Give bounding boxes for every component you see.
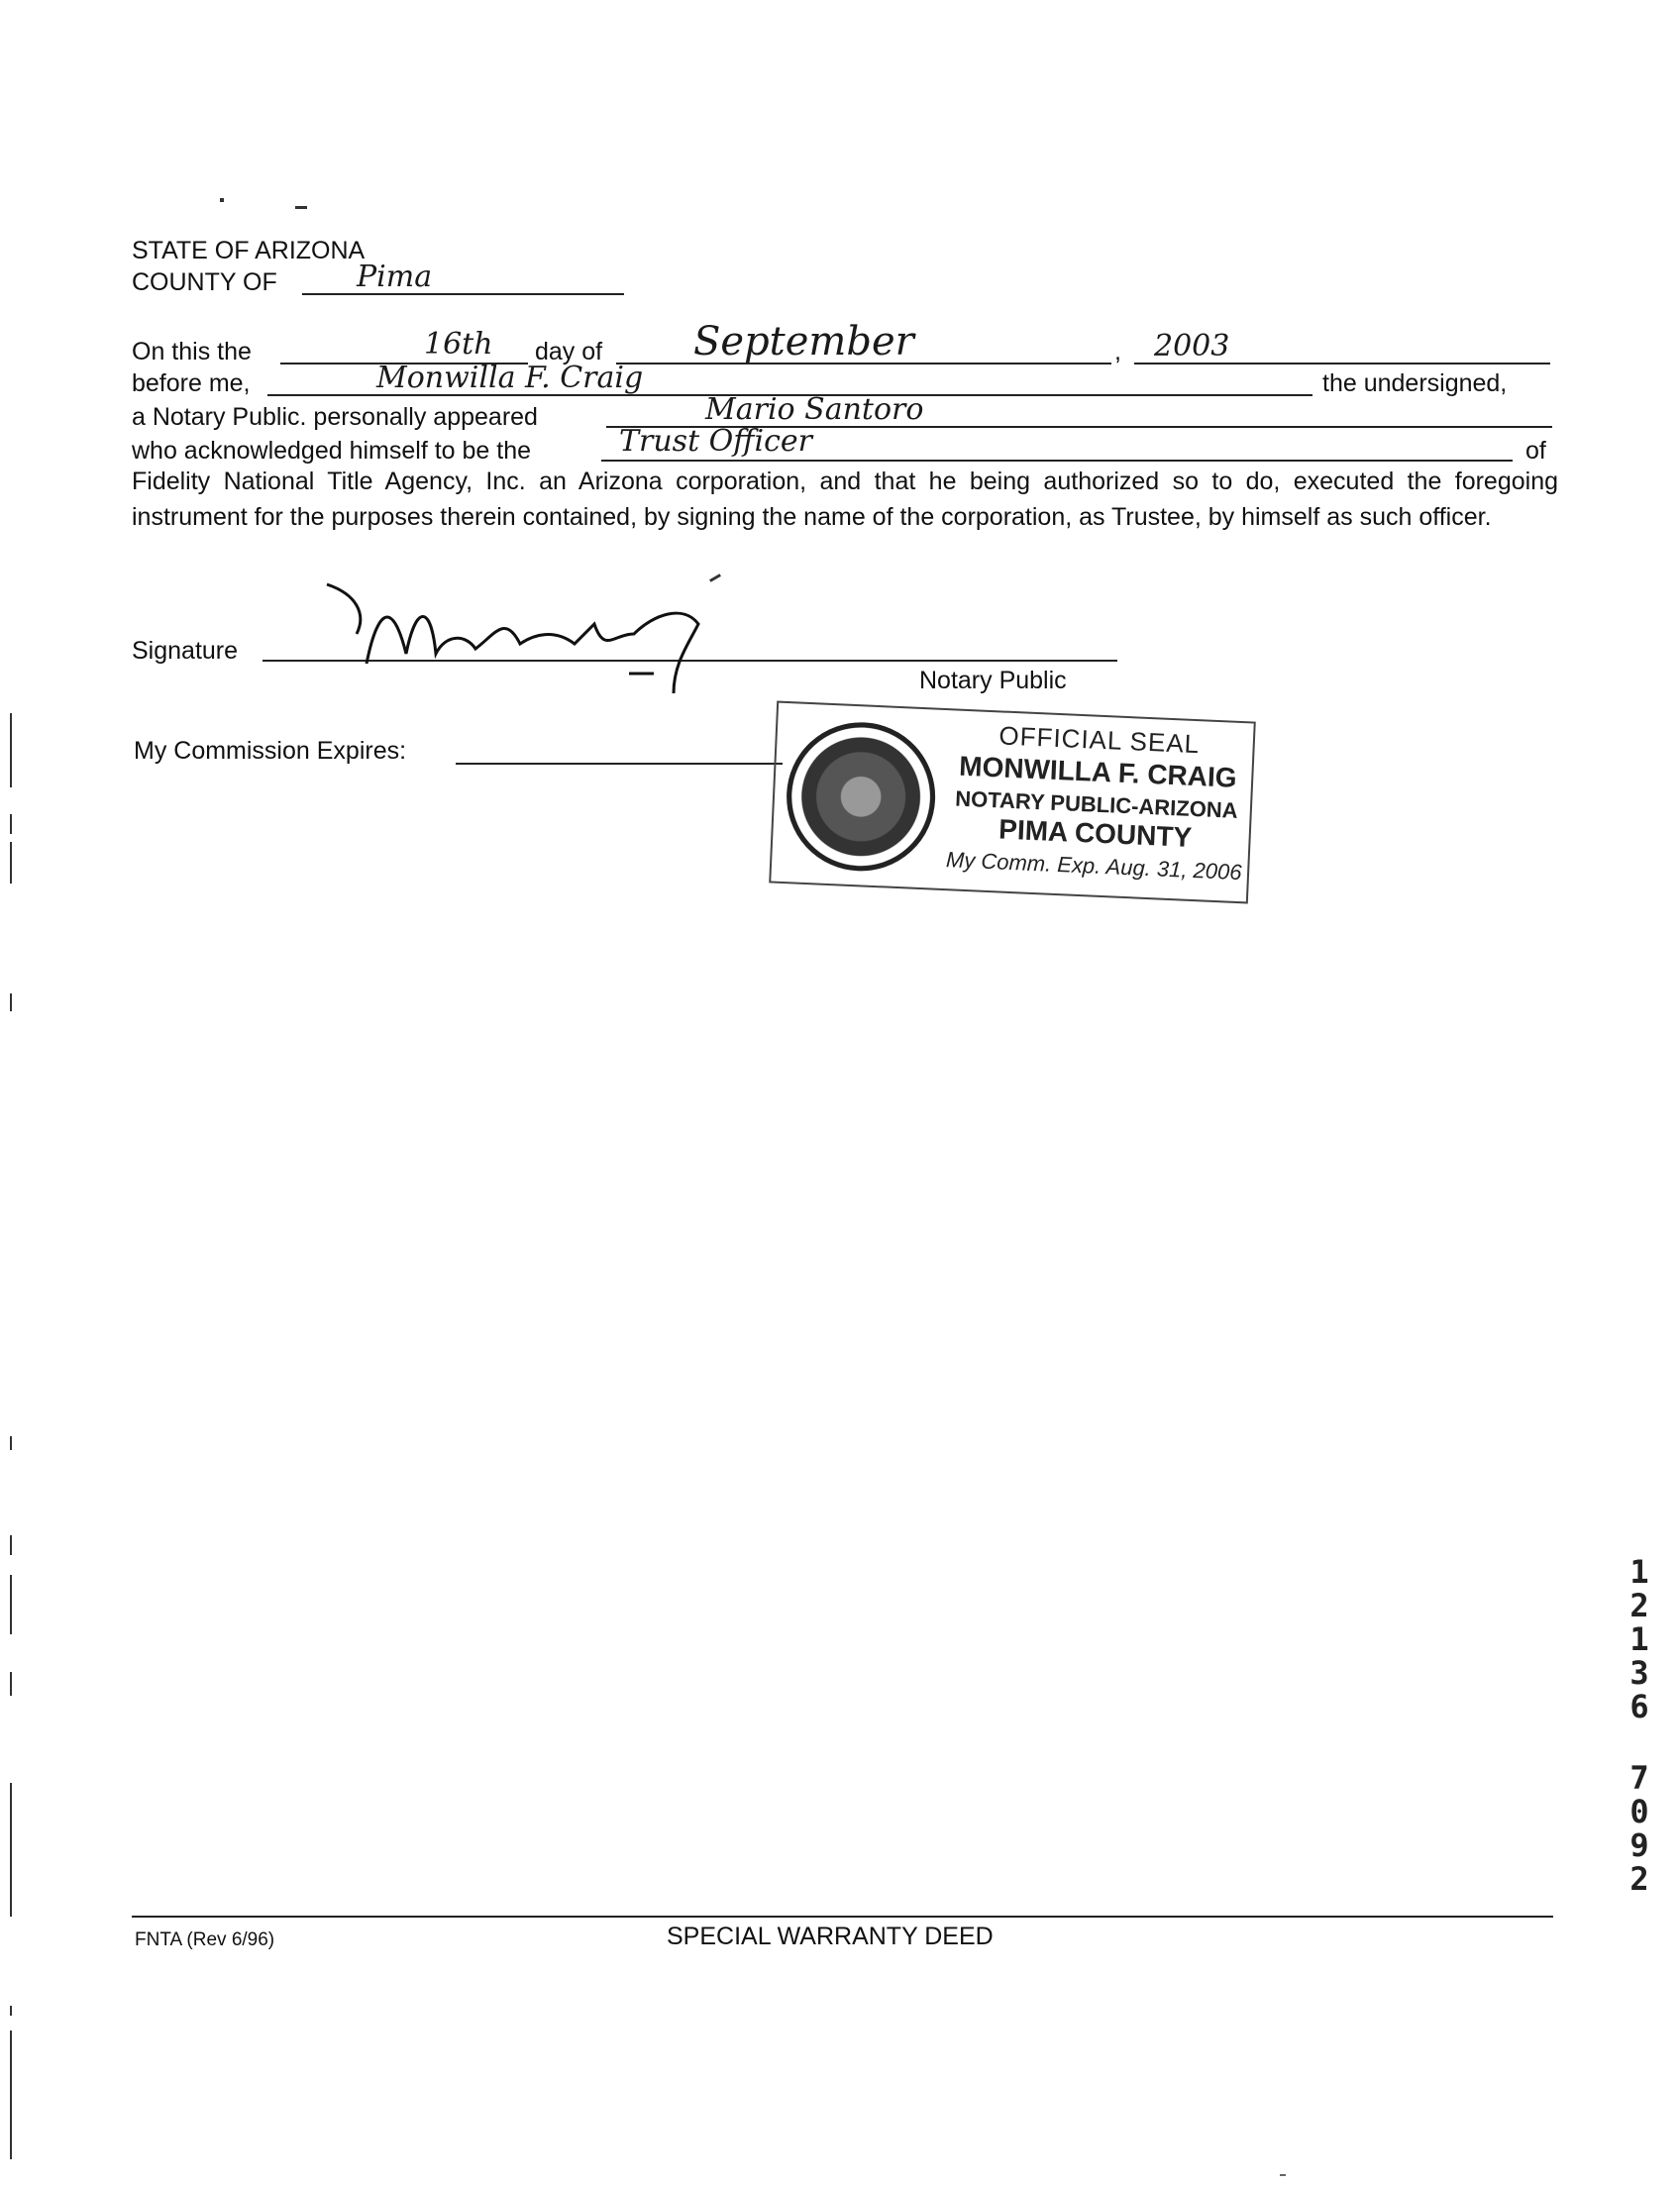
scan-mark: [10, 1783, 12, 1917]
recording-digit: 3: [1629, 1654, 1649, 1692]
day-value: 16th: [424, 327, 493, 362]
day-of-label: day of: [535, 338, 603, 365]
title-line: [601, 460, 1513, 462]
comma: ,: [1114, 338, 1121, 365]
scan-mark: [10, 993, 12, 1011]
recording-digit: 9: [1629, 1826, 1649, 1864]
acknowledgment-body: Fidelity National Title Agency, Inc. an Arizona corporation, and that he being authorized so to do, executed the foregoing instrument for the purposes therein contained, by signing the name of the corporation, as Trustee, by himself as such officer.: [132, 468, 1558, 531]
scan-mark: [10, 814, 12, 834]
who-ack-label: who acknowledged himself to be the: [132, 437, 532, 465]
on-this-the-label: On this the: [132, 338, 252, 365]
year-value: 2003: [1154, 329, 1230, 364]
notary-name-handwritten: Monwilla F. Craig: [376, 361, 644, 395]
signature-label: Signature: [132, 637, 239, 665]
recording-digit: 0: [1629, 1793, 1649, 1830]
seal-line-expiration: My Comm. Exp. Aug. 31, 2006: [945, 847, 1243, 885]
form-id: FNTA (Rev 6/96): [135, 1929, 275, 1950]
scan-mark: [10, 713, 12, 787]
notary-public-label: Notary Public: [919, 667, 1067, 694]
recording-digit: 6: [1629, 1688, 1649, 1725]
state-seal-emblem: [784, 719, 938, 874]
handwritten-signature: [297, 574, 733, 713]
county-value: Pima: [357, 260, 433, 294]
title-value: Trust Officer: [619, 424, 812, 459]
scan-mark: [10, 842, 12, 884]
scan-mark: [10, 2006, 12, 2016]
scan-mark: [10, 1535, 12, 1555]
footer-rule: [132, 1916, 1553, 1918]
month-value: September: [693, 319, 914, 364]
seal-line-official: OFFICIAL SEAL: [998, 720, 1201, 760]
scan-mark: [10, 2031, 12, 2159]
county-line: [302, 293, 624, 295]
commission-line: [456, 763, 783, 765]
state-heading: STATE OF ARIZONA: [132, 237, 366, 264]
document-title: SPECIAL WARRANTY DEED: [667, 1923, 994, 1950]
recording-digit: 1: [1629, 1553, 1649, 1591]
recording-digit: 2: [1629, 1860, 1649, 1898]
county-label: COUNTY OF: [132, 268, 277, 296]
stray-mark: [1280, 2174, 1286, 2176]
recording-digit: 1: [1629, 1620, 1649, 1658]
official-seal-stamp: [769, 701, 1256, 904]
commission-expires-label: My Commission Expires:: [134, 737, 407, 765]
scan-mark: [10, 1436, 12, 1450]
recording-digit: 2: [1629, 1587, 1649, 1624]
stray-mark: [295, 206, 307, 209]
scan-mark: [10, 1575, 12, 1634]
seal-line-notary: NOTARY PUBLIC-ARIZONA: [954, 785, 1239, 823]
stray-mark: [220, 198, 224, 202]
scan-mark: [10, 1672, 12, 1696]
notary-appeared-label: a Notary Public. personally appeared: [132, 403, 538, 431]
seal-line-county: PIMA COUNTY: [998, 813, 1193, 853]
appeared-name: Mario Santoro: [705, 392, 924, 427]
before-me-label: before me,: [132, 369, 251, 397]
the-undersigned-label: the undersigned,: [1322, 369, 1508, 397]
of-label: of: [1525, 437, 1546, 465]
recording-digit: 7: [1629, 1759, 1649, 1797]
seal-line-name: MONWILLA F. CRAIG: [958, 750, 1238, 793]
